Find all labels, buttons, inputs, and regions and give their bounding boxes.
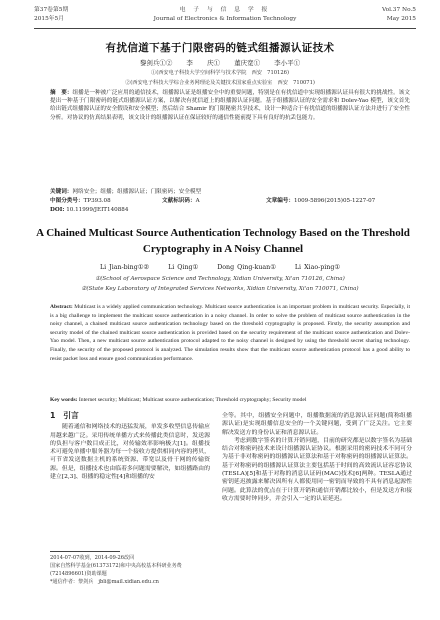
author-en: Dong Qing-kuan① xyxy=(217,264,276,271)
author-cn: 李小平① xyxy=(274,59,301,67)
body-column-right xyxy=(222,412,412,503)
author-cn: 黎剑兵①② xyxy=(139,59,173,67)
abstract-cn xyxy=(50,89,410,122)
footnotes xyxy=(50,554,210,586)
header-rule xyxy=(34,28,416,29)
keywords-cn xyxy=(50,188,410,196)
keywords-en-label: Key words: xyxy=(50,397,78,403)
affiliation-cn-1: ①(西安电子科技大学空间科学与技术学院 西安 710126) xyxy=(151,70,289,76)
body-paragraph: 考虑到数字签名的计算开销问题，目前的研究都是以数字签名为基础结合对称密码技术来设计组播源认证协议。根据采用的密码技术不同可分为基于非对称密码的组播源认证算法和基于对称密码的组播源认证算法。基于对称密码的组播源认证算法主要包括基于时间的高效流认证容忍协议(TESLA)[5]和基于对称的消息认证码(MAC)技术[6]两种。TESLA通过密钥延迟披露来解决因所有人都使用同一密钥而导致的不具有消息起源性问题。此算法的优点在于计算开销和通信开销都比较小，但是发送方和接收方需要时钟同步，并会引入一定的认证延迟。 xyxy=(222,437,412,502)
section-heading: 1 引言 xyxy=(50,411,79,420)
footnote-corresponding: *通信作者：黎剑兵 jbli@mail.xidian.edu.cn xyxy=(50,579,159,585)
authors-cn xyxy=(0,58,440,67)
abstract-en-text: Multicast is a widely applied communication technology. Multicast source authentication is an important problem in multicast security. Especially, it is a big challenge to implement the multicast source authentication in a noisy channel. In order to solve the problem of multicast source authentication in the noisy channel, a chained multicast source authentication technology based on the threshold cryptography is proposed. Firstly, the security assumption and security model of the chained multicast source authentication is provided based on the security requirement of the multicast source authentication and Dolev-Yao model. Then, a new multicast source authentication protocol adapted to the noisy channel is designed by using the threshold secret sharing technology. Finally, the security of the proposed protocol is analyzed. The simulation results show that the multicast source authentication protocol has a good ability to resist packet loss and ensure good communication performance. xyxy=(50,304,411,362)
abstract-cn-text: 组播是一种被广泛应用的通信技术，组播源认证是组播安全中的重要问题，特别是在有扰信道中实现组播源认证具有很大的挑战性。该文提出一种基于门限密码的链式组播源认证方案，以解决有扰信道上的组播源认证问题。基于组播源认证的安全需求和 Dolev-Yao 模型，该文首先给出链式组播源认证的安全假设和安全模型；然后结合 Shamir 的门限秘密共享技术，设计一种适合于有扰信道的组播源认证方法并进行了安全性分析。对协议的仿真结果表明，该文设计的组播源认证在保证较好的通信性能前提下具有良好的抗丢包能力。 xyxy=(50,90,410,121)
clc-code xyxy=(50,197,111,205)
body-paragraph: 全等。其中，组播安全问题中，组播数据流的消息源认证问题(简称组播源认证)是实现组播信息安全的一个关键问题，受到了广泛关注。它主要解决发送方的身份认证和消息源认证。 xyxy=(222,413,412,436)
affiliation-en-1: ①(School of Aerospace Science and Technology, Xidian University, Xi'an 710126, China) xyxy=(95,276,345,282)
footnote-rule xyxy=(50,551,120,552)
paper-title-en: A Chained Multicast Source Authentication Technology Based on the Threshold Cryptography in A Noisy Channel xyxy=(36,227,410,255)
article-number xyxy=(266,197,375,205)
abstract-cn-label: 摘 要： xyxy=(50,90,73,96)
header-date-cn: 2015年5月 xyxy=(34,16,65,22)
header-date-en: May 2015 xyxy=(386,16,416,22)
clc-label: 中图分类号： xyxy=(50,198,84,204)
authors-en xyxy=(0,264,440,271)
doc-value: A xyxy=(195,198,200,204)
author-en: Li Jian-bing①② xyxy=(99,264,150,271)
article-label: 文章编号： xyxy=(266,198,294,204)
header-volume-cn: 第37卷第5期 xyxy=(34,7,69,13)
article-value: 1009-5896(2015)05-1227-07 xyxy=(293,198,376,204)
keywords-en xyxy=(50,396,410,405)
abstract-en xyxy=(50,303,410,363)
header-volume-en: Vol.37 No.5 xyxy=(381,7,416,13)
paper-title-cn: 有扰信道下基于门限密码的链式组播源认证技术 xyxy=(105,42,335,54)
doi xyxy=(50,206,128,214)
keywords-cn-label: 关键词： xyxy=(50,189,73,195)
author-en: Li Qing① xyxy=(168,264,199,271)
affiliation-cn-2: ②(西安电子科技大学综合业务网理论及关键技术国家重点实验室 西安 710071) xyxy=(125,80,315,86)
header-center xyxy=(34,6,416,24)
page-header xyxy=(34,6,416,36)
body-column-left xyxy=(50,412,210,481)
footnote-fund: 国家自然科学基金(61373172)和中央高校基本科研业务费 xyxy=(50,563,182,569)
body-paragraph: 随着通信和网络技术的迅猛发展，单发多收型信息传输应用越来越广泛。采用传统单播方式来传播此类信息时，发送源的负担与客户数目成正比，对传输效率影响极大[1]。组播技术可避免单播中服务器为每一个接收方提供相同内容的拷贝，可节省发送数据主机的系统资源、带宽以及骨干网的传输资源。但是，组播技术也由临着多问题需要解决，如组播路由的建立[2,3]、组播的稳定性[4]和组播的安 xyxy=(50,424,210,481)
doc-label: 文献标识码： xyxy=(162,198,196,204)
clc-value: TP393.08 xyxy=(83,198,111,204)
keywords-cn-text: 网络安全；组播；组播源认证；门限密码；安全模型 xyxy=(72,189,202,195)
journal-name-cn: 电 子 与 信 息 学 报 xyxy=(179,7,271,13)
author-cn: 董庆宽① xyxy=(234,59,261,67)
journal-name-en: Journal of Electronics & Information Technology xyxy=(153,16,297,22)
doc-code xyxy=(162,197,200,205)
footnote-received: 2014-07-07收到，2014-09-26改回 xyxy=(50,555,135,561)
author-cn: 李 庆① xyxy=(186,59,220,67)
keywords-en-text: Internet security; Multicast; Multicast source authentication; Threshold cryptography; Security model xyxy=(78,397,307,403)
doi-label: DOI: xyxy=(50,207,65,213)
doi-link[interactable]: 10.11999/JEIT140884 xyxy=(66,207,129,213)
footnote-fund-cont: (7214896601)资助课题 xyxy=(50,571,107,577)
abstract-en-label: Abstract: xyxy=(50,304,73,310)
header-right xyxy=(382,6,416,24)
affiliation-en-2: ②(State Key Laboratory of Integrated Services Networks, Xidian University, Xi'an 710071, China) xyxy=(81,286,359,292)
author-en: Li Xiao-ping① xyxy=(294,264,341,271)
